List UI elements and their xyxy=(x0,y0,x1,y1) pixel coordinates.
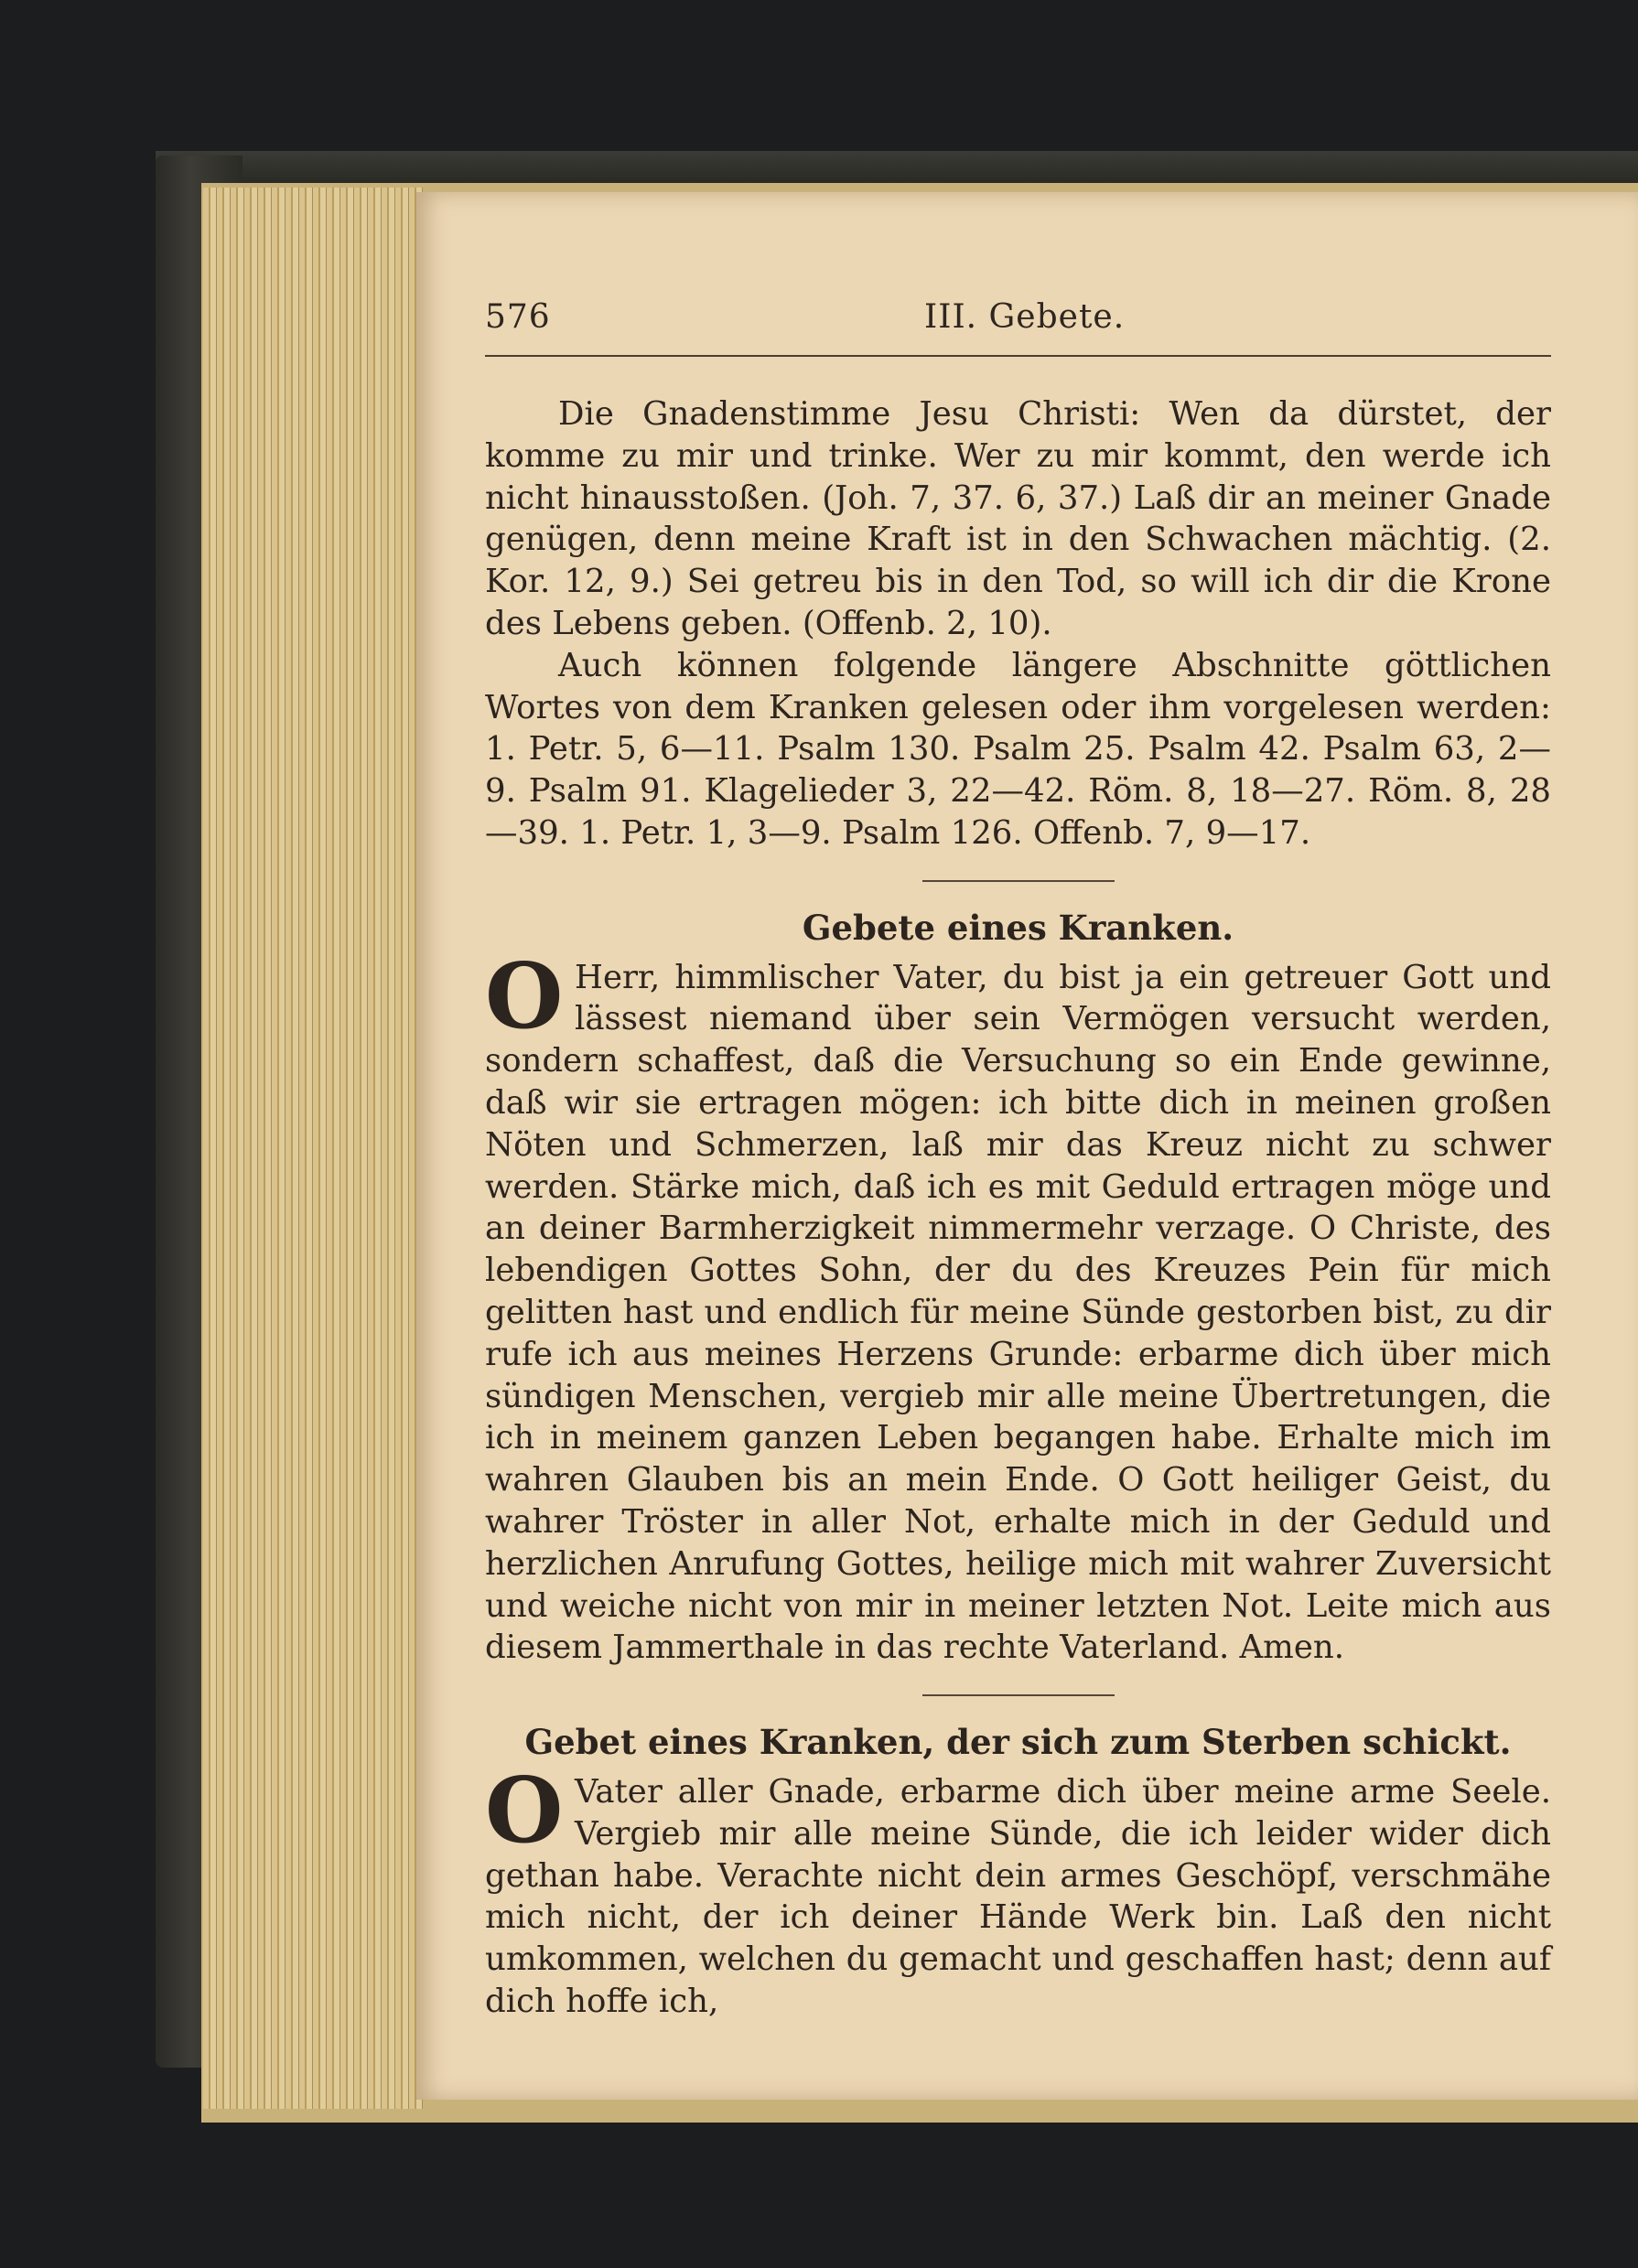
page-header xyxy=(485,293,1551,348)
running-title: III. Gebete. xyxy=(924,298,1126,336)
prayer-text-2: Vater aller Gnade, erbarme dich über meine arme Seele. Vergieb mir alle meine Sünde, die ich leider wider dich gethan habe. Verachte nicht dein armes Geschöpf, verschmähe mich nicht, der ich deiner Hände Werk bin. Laß den nicht umkommen, welchen du gemacht und geschaffen hast; denn auf dich hoffe ich, xyxy=(485,1772,1551,2020)
prayer-block-2 xyxy=(485,1757,1551,2023)
dropcap: O xyxy=(485,1757,564,1864)
paragraph-abschnitte: Auch können folgende längere Abschnitte göttlichen Wortes von dem Kranken gelesen oder ihm vorgelesen werden: 1. Petr. 5, 6—11. Psalm 130. Psalm 25. Psalm 42. Psalm 63, 2—9. Psalm 91. Klagelieder 3, 22—42. Röm. 8, 18—27. Röm. 8, 28—39. 1. Petr. 1, 3—9. Psalm 126. Offenb. 7, 9—17. xyxy=(485,646,1551,852)
page-body xyxy=(485,393,1551,2023)
section-divider xyxy=(922,1694,1115,1696)
paragraph-gnadenstimme: Die Gnadenstimme Jesu Christi: Wen da dürstet, der komme zu mir und trinke. Wer zu mir kommt, den werde ich nicht hinausstoßen. (Joh. 7, 37. 6, 37.) Laß dir an meiner Gnade genügen, denn meine Kraft ist in den Schwachen mächtig. (2. Kor. 12, 9.) Sei getreu bis in den Tod, so will ich dir die Krone des Lebens geben. (Offenb. 2, 10). xyxy=(485,395,1551,642)
header-rule xyxy=(485,355,1551,357)
page-header-block xyxy=(485,293,1551,348)
section-heading-sterben: Gebet eines Kranken, der sich zum Sterben schickt. xyxy=(524,1722,1512,1763)
section-divider xyxy=(922,880,1115,882)
dropcap: O xyxy=(485,943,564,1049)
section-heading-gebete: Gebete eines Kranken. xyxy=(802,907,1234,948)
prayer-block-1 xyxy=(485,943,1551,1670)
prayer-text-1: Herr, himmlischer Vater, du bist ja ein getreuer Gott und lässest niemand über sein Vermögen versucht werden, sondern schaffest, daß die Versuchung so ein Ende gewinne, daß wir sie ertragen mögen: ich bitte dich in meinen großen Nöten und Schmerzen, laß mir das Kreuz nicht zu schwer werden. Stärke mich, daß ich es mit Geduld ertragen möge und an deiner Barmherzigkeit nimmermehr verzage. O Christe, des lebendigen Gottes Sohn, der du des Kreuzes Pein für mich gelitten hast und endlich für meine Sünde gestorben bist, zu dir rufe ich aus meines Herzens Grunde: erbarme dich über mich sündigen Menschen, vergieb mir alle meine Übertretungen, die ich in meinem ganzen Leben begangen habe. Erhalte mich im wahren Glauben bis an mein Ende. O Gott heiliger Geist, du wahrer Tröster in aller Not, erhalte mich in der Geduld und herzlichen Anrufung Gottes, heilige mich mit wahrer Zuversicht und weiche nicht von mir in meiner letzten Not. Leite mich aus diesem Jammerthale in das rechte Vaterland. Amen. xyxy=(485,958,1551,1667)
page-edges xyxy=(203,188,423,2109)
page-number: 576 xyxy=(485,298,551,336)
